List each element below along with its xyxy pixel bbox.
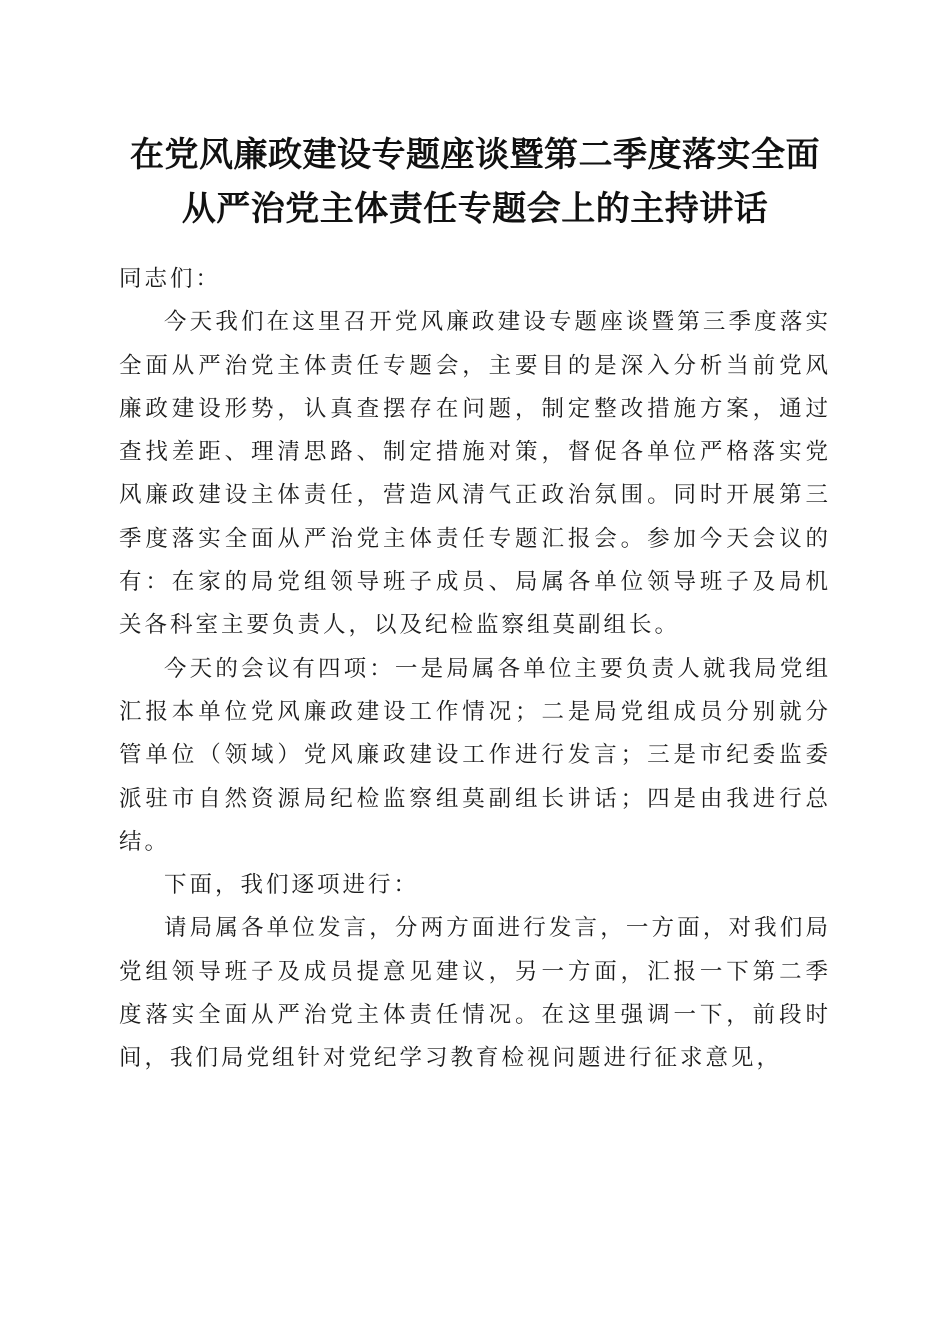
document-body	[119, 258, 831, 1081]
paragraph-2: 今天的会议有四项：一是局属各单位主要负责人就我局党组汇报本单位党风廉政建设工作情况；二是局党组成员分别就分管单位（领域）党风廉政建设工作进行发言；三是市纪委监委派驻市自然资源局纪检监察组莫副组长讲话；四是由我进行总结。	[119, 655, 831, 855]
paragraph-3: 下面，我们逐项进行：	[164, 872, 420, 899]
title-line-1: 在党风廉政建设专题座谈暨第二季度落实全面	[130, 135, 820, 175]
paragraph-4: 请局属各单位发言，分两方面进行发言，一方面，对我们局党组领导班子及成员提意见建议，另一方面，汇报一下第二季度落实全面从严治党主体责任情况。在这里强调一下，前段时间，我们局党组针对党纪学习教育检视问题进行征求意见，	[119, 915, 831, 1072]
document-title	[100, 128, 850, 236]
title-line-2: 从严治党主体责任专题会上的主持讲话	[181, 189, 769, 229]
salutation: 同志们：	[119, 266, 222, 292]
paragraph-1: 今天我们在这里召开党风廉政建设专题座谈暨第三季度落实全面从严治党主体责任专题会，主要目的是深入分析当前党风廉政建设形势，认真查摆存在问题，制定整改措施方案，通过查找差距、理清思路、制定措施对策，督促各单位严格落实党风廉政建设主体责任，营造风清气正政治氛围。同时开展第三季度落实全面从严治党主体责任专题汇报会。参加今天会议的有：在家的局党组领导班子成员、局属各单位领导班子及局机关各科室主要负责人，以及纪检监察组莫副组长。	[119, 309, 831, 639]
